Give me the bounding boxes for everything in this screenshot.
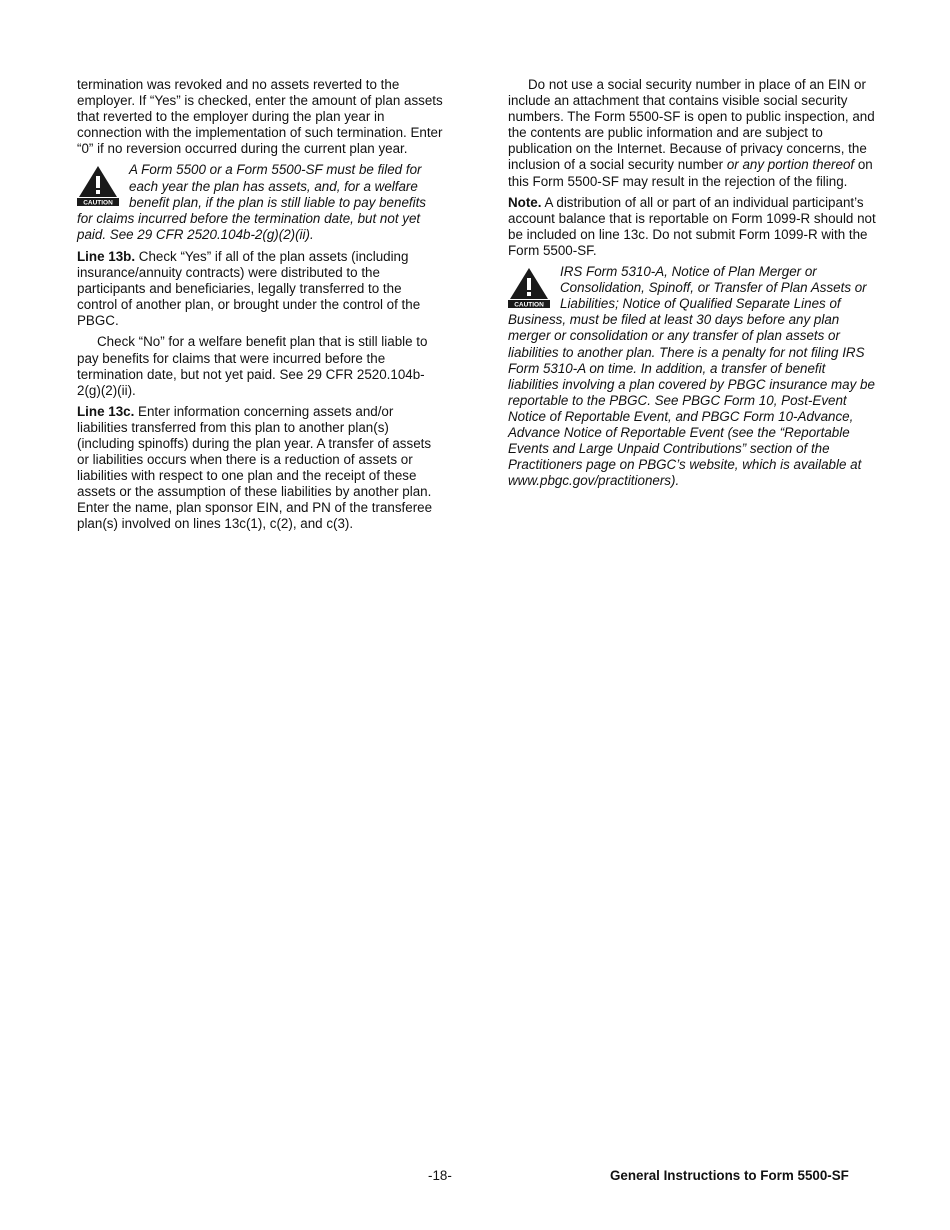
note-text: A distribution of all or part of an individual participant’s account balance that is reportable on Form 1099-R should not be included on line 13c. Do not submit Form 1099-R with the Form 5500-SF. <box>508 194 876 258</box>
line-13b-paragraph <box>77 249 445 329</box>
line-13b-label: Line 13b. <box>77 248 136 264</box>
ssn-text-1: Do not use a social security number in place of an EIN or include an attachment that contains visible social security numbers. The Form 5500-SF is open to public inspection, and the contents are public information and are subject to publication on the Internet. Because of privacy concerns, the inclusion of a social security number <box>508 77 875 173</box>
footer-title: General Instructions to Form 5500-SF <box>610 1168 849 1183</box>
caution-note-filing <box>77 162 445 242</box>
ssn-text-2: on this Form 5500-SF may result in the rejection of the filing. <box>508 157 873 189</box>
caution-text: A Form 5500 or a Form 5500-SF must be filed for each year the plan has assets, and, for a welfare benefit plan, if the plan is still liable to pay benefits for claims incurred before the termination date, but not yet paid. See 29 CFR 2520.104b-2(g)(2)(ii). <box>77 162 427 242</box>
page-number: -18- <box>428 1168 452 1183</box>
note-paragraph <box>508 195 876 259</box>
line-13c-paragraph <box>77 404 445 533</box>
termination-paragraph: termination was revoked and no assets reverted to the employer. If “Yes” is checked, enter the amount of plan assets that reverted to the employer during the plan year in connection with the implementation of such termination. Enter “0” if no reversion occurred during the current plan year. <box>77 77 443 157</box>
page-footer <box>0 1168 950 1186</box>
left-column <box>77 77 445 538</box>
ssn-text-italic: or any portion thereof <box>726 157 855 173</box>
caution-note-5310a <box>508 264 876 489</box>
note-label: Note. <box>508 194 542 210</box>
caution-icon <box>77 164 119 206</box>
caution-icon <box>508 266 550 308</box>
caution-icon-label: CAUTION <box>83 199 113 207</box>
caution-icon-label: CAUTION <box>514 301 544 309</box>
ssn-paragraph <box>508 77 876 190</box>
line-13b-text: Check “Yes” if all of the plan assets (including insurance/annuity contracts) were distributed to the participants and beneficiaries, legally transferred to the control of another plan, or brought under the control of the PBGC. <box>77 248 421 329</box>
line-13c-label: Line 13c. <box>77 403 135 419</box>
line-13c-text: Enter information concerning assets and/or liabilities transferred from this plan to another plan(s) (including spinoffs) during the plan year. A transfer of assets or liabilities occurs when there is a reduction of assets or liabilities with respect to one plan and the receipt of these assets or the assumption of these liabilities by another plan. Enter the name, plan sponsor EIN, and PN of the transferee plan(s) involved on lines 13c(1), c(2), and c(3). <box>77 403 433 532</box>
right-column <box>508 77 876 495</box>
caution-text: IRS Form 5310-A, Notice of Plan Merger or Consolidation, Spinoff, or Transfer of Plan Assets or Liabilities; Notice of Qualified Separate Lines of Business, must be filed at least 30 days before any plan merger or consolidation or any transfer of plan assets or liabilities to another plan. There is a penalty for not filing IRS Form 5310-A on time. In addition, a transfer of benefit liabilities involving a plan covered by PBGC insurance may be reportable to the PBGC. See PBGC Form 10, Post-Event Notice of Reportable Event, and PBGC Form 10-Advance, Advance Notice of Reportable Event (see the “Reportable Events and Large Unpaid Contributions” section of the Practitioners page on PBGC’s website, which is available at www.pbgc.gov/practitioners). <box>508 264 875 489</box>
check-no-paragraph: Check “No” for a welfare benefit plan that is still liable to pay benefits for claims that were incurred before the termination date, but not yet paid. See 29 CFR 2520.104b-2(g)(2)(ii). <box>77 334 428 398</box>
